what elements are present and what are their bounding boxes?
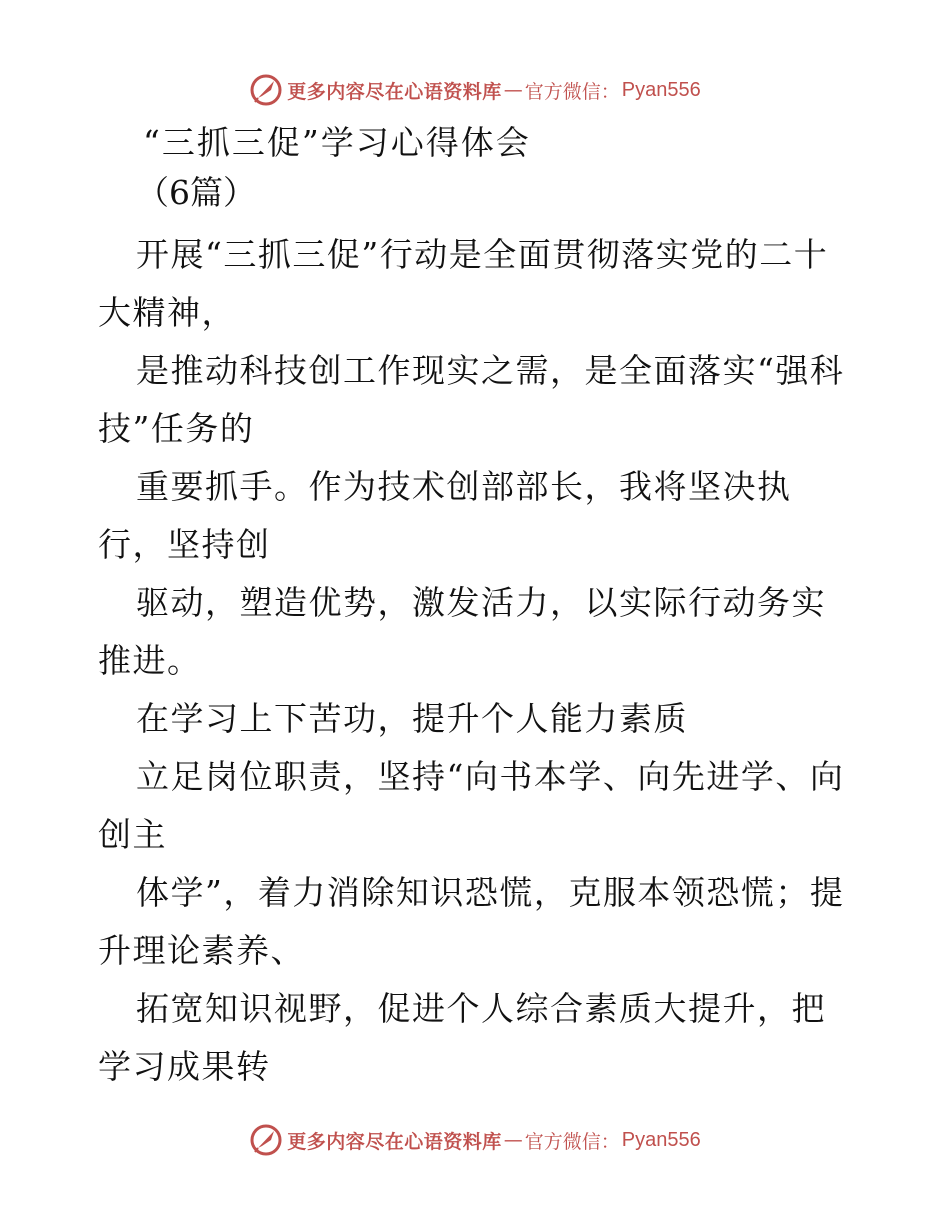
- quill-logo-icon: [249, 1123, 283, 1157]
- banner-dash: —: [503, 79, 523, 101]
- banner-wechat-id: Pyan556: [621, 78, 701, 101]
- document-subtitle: （6篇）: [136, 173, 256, 212]
- document-title: “三抓三促”学习心得体会: [143, 123, 531, 162]
- paragraph: 拓宽知识视野，促进个人综合素质大提升，把学习成果转: [98, 989, 826, 1086]
- footer-banner: [0, 1120, 950, 1160]
- quill-logo-icon: [249, 73, 283, 107]
- banner-official-label: 官方微信：: [524, 80, 620, 103]
- banner-wechat-id: Pyan556: [621, 1128, 701, 1151]
- banner-official-label: 官方微信：: [524, 1130, 620, 1153]
- banner-brand-text: 更多内容尽在心语资料库: [287, 80, 502, 103]
- paragraph: 重要抓手。作为技术创部部长，我将坚决执行，坚持创: [98, 467, 792, 564]
- banner-dash: —: [503, 1129, 523, 1151]
- paragraph: 开展“三抓三促”行动是全面贯彻落实党的二十大精神，: [98, 235, 829, 332]
- paragraph: 是推动科技创工作现实之需，是全面落实“强科技”任务的: [98, 351, 845, 448]
- header-banner: [0, 70, 950, 110]
- banner-brand-text: 更多内容尽在心语资料库: [287, 1130, 502, 1153]
- paragraph: 立足岗位职责，坚持“向书本学、向先进学、向创主: [98, 757, 845, 854]
- paragraph: 驱动，塑造优势，激发活力，以实际行动务实推进。: [98, 583, 826, 680]
- document-body: [98, 118, 858, 1096]
- paragraph: 体学”，着力消除知识恐慌，克服本领恐慌；提升理论素养、: [98, 873, 845, 970]
- paragraph: 在学习上下苦功，提升个人能力素质: [136, 699, 688, 738]
